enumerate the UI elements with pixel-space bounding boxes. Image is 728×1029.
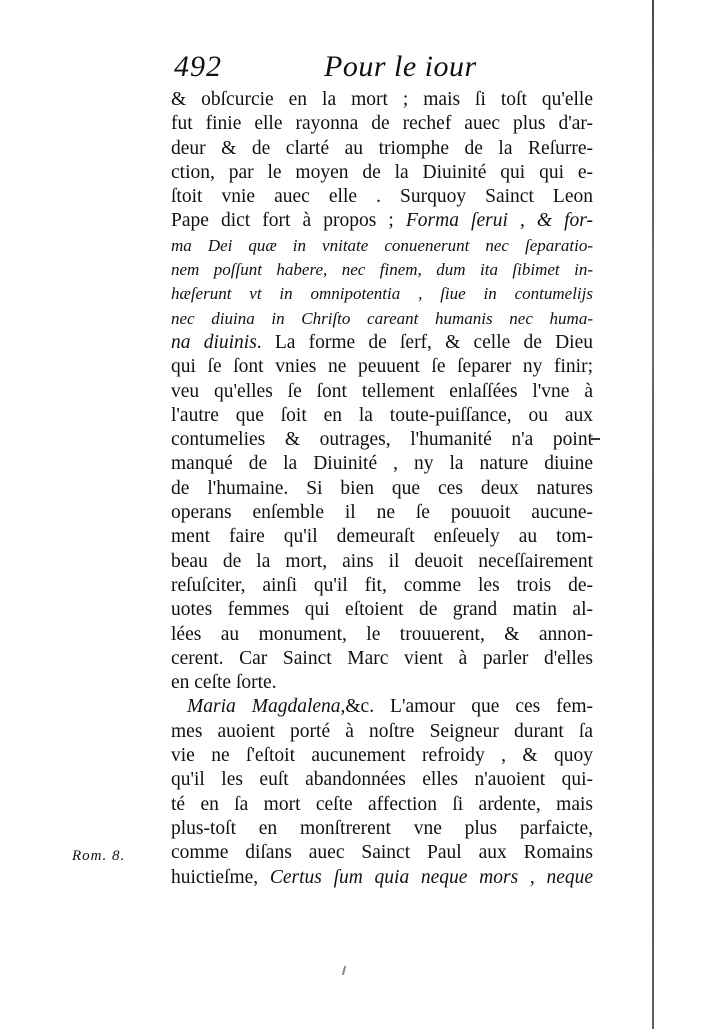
text-line: vie ne ſ'eſtoit aucunement refroidy , & quoy	[171, 745, 593, 767]
margin-reference: Rom. 8.	[72, 848, 126, 864]
text-line: ſtoit vnie auec elle . Surquoy Sainct Leon	[171, 186, 593, 208]
text-line: deur & de clarté au triomphe de la Reſurre-	[171, 137, 593, 159]
running-title: Pour le iour	[324, 50, 477, 83]
text-line	[171, 695, 593, 719]
text-line: ction, par le moyen de la Diuinité qui qui e-	[171, 161, 593, 183]
text-line: fut finie elle rayonna de rechef auec plus d'ar-	[171, 113, 593, 135]
page-number: 492	[174, 50, 222, 83]
latin-quote: Maria Magdalena	[187, 696, 341, 718]
page-edge-line	[652, 0, 654, 1029]
text-line: de l'humaine. Si bien que ces deux natures	[171, 477, 593, 499]
paper-mark	[342, 966, 346, 975]
text-line	[171, 866, 593, 890]
text-line: veu qu'elles ſe ſont tellement enlaſſées l'vne à	[171, 380, 593, 402]
text-line: en ceſte ſorte.	[171, 672, 277, 694]
text-line: l'autre que ſoit en la toute-puiſſance, ou aux	[171, 404, 593, 426]
text-segment: huictieſme,	[171, 866, 259, 888]
text-line	[171, 331, 593, 355]
text-line: té en ſa mort ceſte affection ſi ardente, mais	[171, 793, 593, 815]
text-line: lées au monument, le trouuerent, & annon-	[171, 623, 593, 645]
latin-quote: Certus ſum quia neque mors , neque	[269, 866, 593, 888]
text-line: reſuſciter, ainſi qu'il fit, comme les trois de-	[171, 574, 593, 596]
text-line: qui ſe ſont vnies ne peuuent ſe ſeparer ny finir;	[171, 356, 593, 378]
latin-line: nem poſſunt habere, nec finem, dum ita ſibimet in-	[171, 260, 593, 280]
text-line: cerent. Car Sainct Marc vient à parler d'elles	[171, 647, 593, 669]
text-line: comme diſans auec Sainct Paul aux Romains	[171, 842, 593, 864]
text-line: uotes femmes qui eſtoient de grand matin al-	[171, 599, 593, 621]
latin-quote: na diuinis	[171, 331, 257, 353]
latin-line: ma Dei quæ in vnitate conuenerunt nec ſeparatio-	[171, 235, 593, 255]
latin-quote: Forma ſerui , & for-	[405, 210, 593, 232]
text-line: qu'il les euſt abandonnées elles n'auoient qui-	[171, 769, 593, 791]
text-line: operans enſemble il ne ſe pouuoit aucune-	[171, 502, 593, 524]
text-line: & obſcurcie en la mort ; mais ſi toſt qu'elle	[171, 89, 593, 110]
text-line: plus-toſt en monſtrerent vne plus parfaicte,	[171, 817, 593, 839]
text-line: manqué de la Diuinité , ny la nature diuine	[171, 453, 593, 475]
page-header	[174, 50, 614, 90]
latin-line: nec diuina in Chriſto careant humanis nec huma-	[171, 308, 593, 328]
text-line: ment faire qu'il demeuraſt enſeuely au tom-	[171, 526, 593, 548]
text-segment: ,&c. L'amour que ces fem-	[340, 696, 593, 718]
text-segment: . La forme de ſerf, & celle de Dieu	[256, 331, 594, 353]
text-line: beau de la mort, ains il deuoit neceſſairement	[171, 550, 593, 572]
body-text	[171, 88, 593, 890]
latin-line: hæſerunt vt in omnipotentia , ſiue in contumelijs	[171, 284, 593, 304]
text-segment: Pape dict fort à propos ;	[171, 210, 394, 232]
text-line: contumelies & outrages, l'humanité n'a point	[171, 429, 593, 451]
text-line	[171, 209, 593, 233]
text-line: mes auoient porté à noſtre Seigneur durant ſa	[171, 720, 593, 742]
